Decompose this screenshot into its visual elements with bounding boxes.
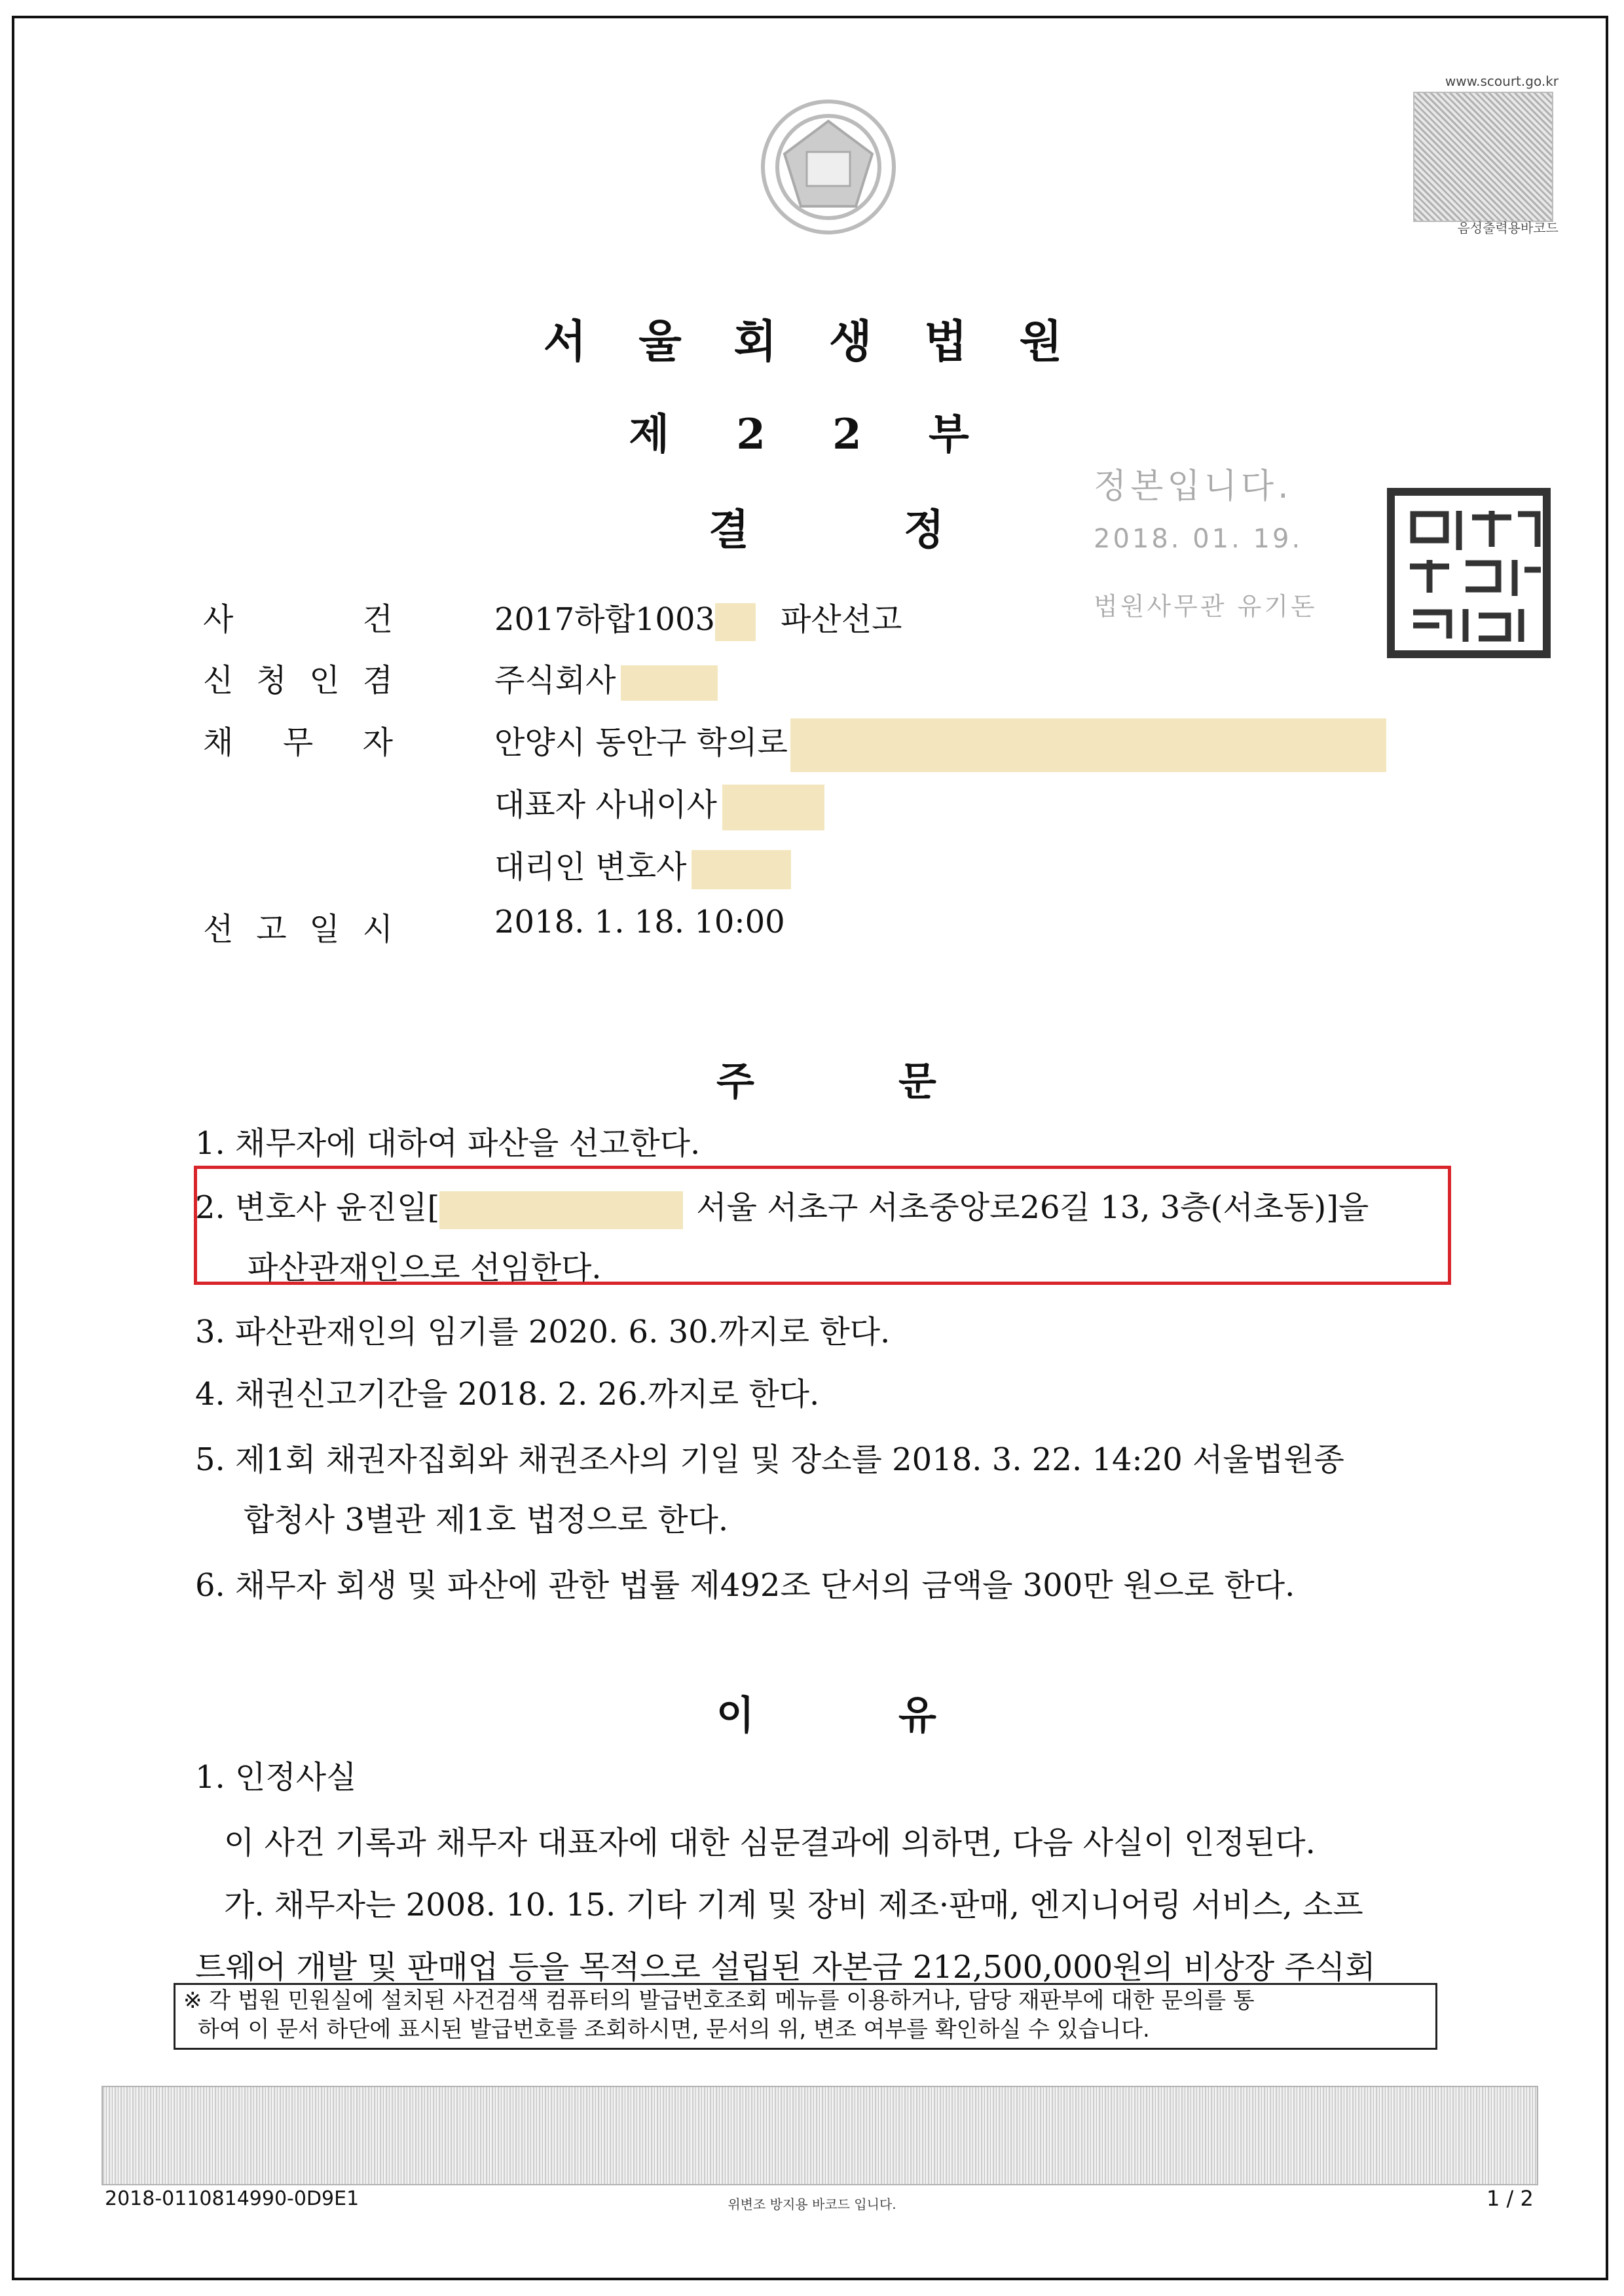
order-item-5-cont: 합청사 3별관 제1호 법정으로 한다. xyxy=(244,1502,729,1538)
court-seal-icon xyxy=(1387,488,1551,658)
court-name: 서 울 회 생 법 원 xyxy=(543,316,1081,368)
order-heading-2: 문 xyxy=(898,1059,936,1105)
certified-stamp-text: 정본입니다. xyxy=(1094,467,1293,506)
case-number: 2017하합1003 파산선고 xyxy=(494,594,902,641)
applicant-value: 주식회사 xyxy=(494,655,718,701)
reason-section-1: 1. 인정사실 xyxy=(195,1759,357,1796)
reason-heading-1: 이 xyxy=(716,1693,754,1739)
date-label: 선 고 일 시 xyxy=(203,911,393,948)
date-value: 2018. 1. 18. 10:00 xyxy=(494,904,785,940)
order-item-5: 5. 제1회 채권자집회와 채권조사의 기일 및 장소를 2018. 3. 22. 14:20 서울법원종 xyxy=(195,1441,1344,1478)
representative: 대표자 사내이사 xyxy=(494,779,824,830)
order-item-2: 2. 변호사 윤진일[ 서울 서초구 서초중앙로26길 13, 3층(서초동)]을 xyxy=(195,1182,1369,1229)
reason-paragraph-2-cont: 트웨어 개발 및 판매업 등을 목적으로 설립된 자본금 212,500,000원의 비상장 주식회 xyxy=(195,1949,1376,1986)
qr-url: www.scourt.go.kr xyxy=(1445,73,1559,89)
order-item-1: 1. 채무자에 대하여 파산을 선고한다. xyxy=(195,1125,701,1162)
order-item-2-cont: 파산관재인으로 선임한다. xyxy=(248,1250,602,1286)
order-item-4: 4. 채권신고기간을 2018. 2. 26.까지로 한다. xyxy=(195,1376,820,1413)
verification-notice xyxy=(174,1983,1437,2050)
qr-code xyxy=(1413,92,1553,222)
reason-paragraph-1: 이 사건 기록과 채무자 대표자에 대한 심문결과에 의하면, 다음 사실이 인정된다. xyxy=(224,1824,1316,1861)
anti-forgery-barcode xyxy=(101,2086,1538,2185)
applicant-label: 신 청 인 겸 xyxy=(203,662,393,699)
attorney: 대리인 변호사 xyxy=(494,842,791,889)
notice-line-1: ※ 각 법원 민원실에 설치된 사건검색 컴퓨터의 발급번호조회 메뉴를 이용하거나, 담당 재판부에 대한 문의를 통 xyxy=(183,1988,1255,2014)
order-heading-1: 주 xyxy=(716,1059,754,1105)
certified-stamp-date: 2018. 01. 19. xyxy=(1094,524,1303,554)
order-item-3: 3. 파산관재인의 임기를 2020. 6. 30.까지로 한다. xyxy=(195,1314,891,1350)
reason-paragraph-2: 가. 채무자는 2008. 10. 15. 기타 기계 및 장비 제조·판매, 엔지니어링 서비스, 소프 xyxy=(224,1887,1363,1923)
page-number: 1 / 2 xyxy=(1486,2186,1534,2211)
order-item-6: 6. 채무자 회생 및 파산에 관한 법률 제492조 단서의 금액을 300만 원으로 한다. xyxy=(195,1567,1295,1604)
division: 제 2 2 부 xyxy=(629,410,995,459)
case-label: 사 건 xyxy=(203,601,393,638)
debtor-label: 채 무 자 xyxy=(203,724,393,761)
court-emblem-icon xyxy=(753,92,904,242)
barcode-caption: 위변조 방지용 바코드 입니다. xyxy=(728,2196,896,2212)
notice-line-2: 하여 이 문서 하단에 표시된 발급번호를 조회하시면, 문서의 위, 변조 여부를 확인하실 수 있습니다. xyxy=(198,2016,1150,2043)
debtor-address: 안양시 동안구 학의로 xyxy=(494,717,1386,772)
decision-title-1: 결 xyxy=(709,506,749,555)
decision-title-2: 정 xyxy=(904,506,944,555)
qr-label: 음성출력용바코드 xyxy=(1457,220,1559,236)
reason-heading-2: 유 xyxy=(898,1693,936,1739)
certified-stamp-clerk: 법원사무관 유기돈 xyxy=(1094,592,1318,621)
document-number: 2018-0110814990-0D9E1 xyxy=(105,2187,360,2210)
